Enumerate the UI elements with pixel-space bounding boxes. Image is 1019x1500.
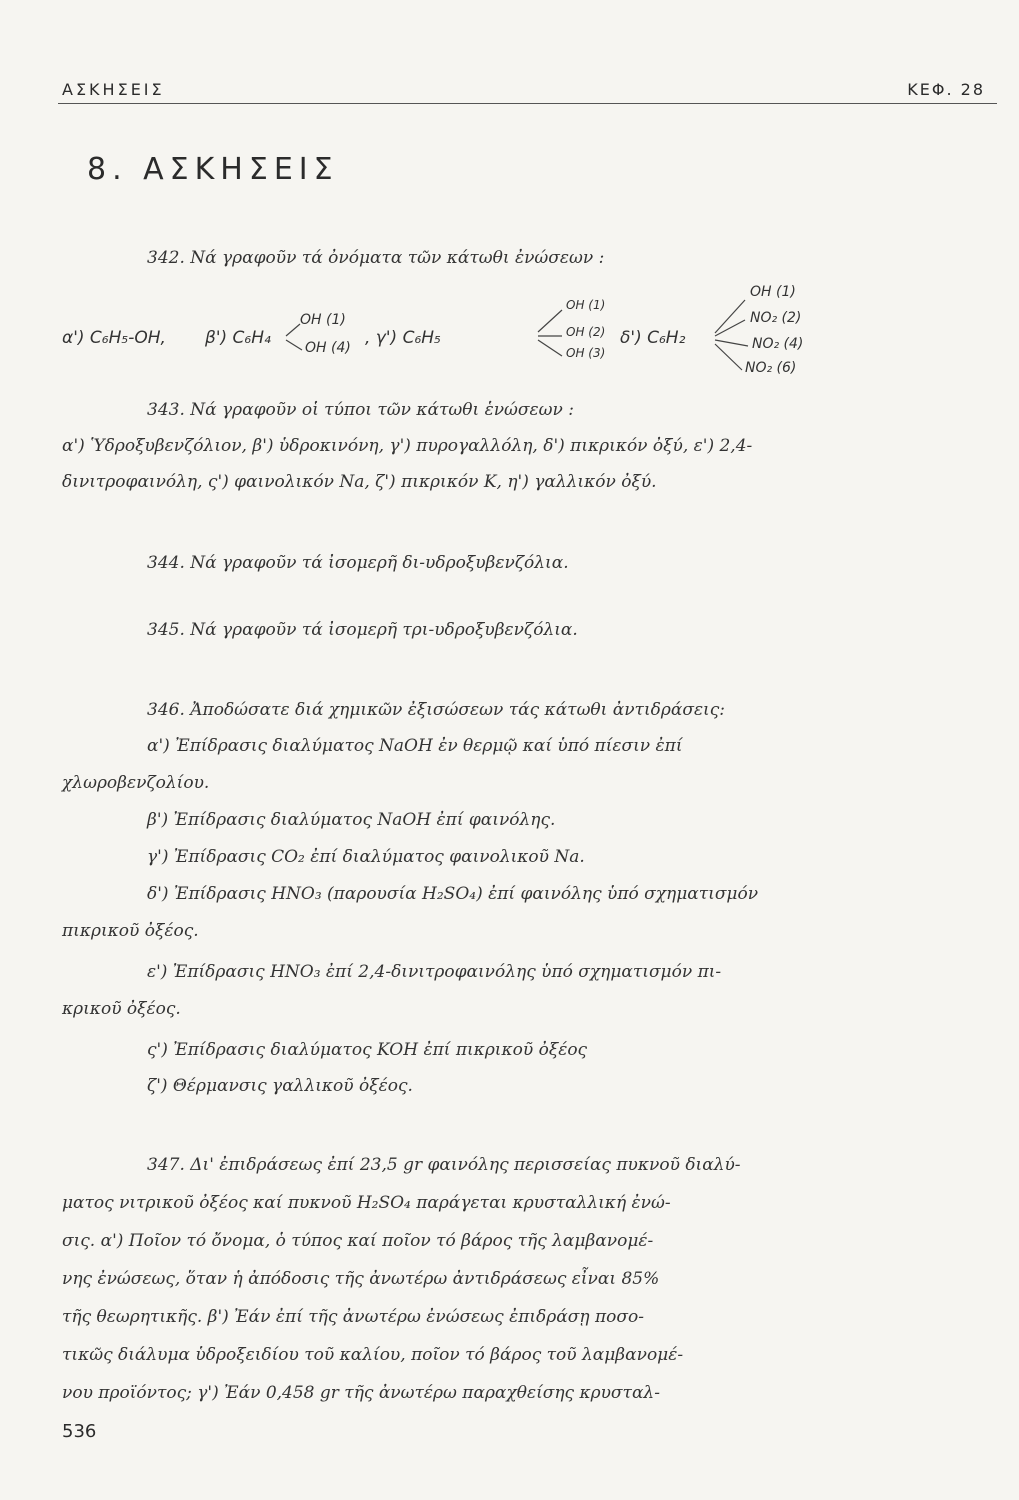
section-title: 8. ΑΣΚΗΣΕΙΣ	[87, 152, 339, 187]
exercise-343-line: δινιτροφαινόλη, ς') φαινολικόν Na, ζ') πικρικόν K, η') γαλλικόν ὀξύ.	[62, 472, 657, 492]
exercise-346-intro: 346. Ἀποδώσατε διά χημικῶν ἐξισώσεων τάς κάτωθι ἀντιδράσεις:	[147, 700, 725, 720]
exercise-347-line: τῆς θεωρητικῆς. β') Ἐάν ἐπί τῆς ἀνωτέρω ἐνώσεως ἐπιδράσῃ ποσο-	[62, 1307, 644, 1327]
formula-a: α') C₆H₅-OH,	[62, 328, 166, 348]
exercise-343-line: α') Ὑδροξυβενζόλιον, β') ὑδροκινόνη, γ') πυρογαλλόλη, δ') πικρικόν ὀξύ, ε') 2,4-	[62, 436, 753, 456]
header-rule	[58, 103, 997, 104]
exercise-346-item: γ') Ἐπίδρασις CO₂ ἐπί διαλύματος φαινολικοῦ Na.	[147, 847, 585, 867]
formula-c-core: , γ') C₆H₅	[365, 328, 441, 348]
formula-d-sub3: NO₂ (4)	[752, 336, 804, 352]
exercise-346-item: ς') Ἐπίδρασις διαλύματος KOH ἐπί πικρικοῦ ὀξέος	[147, 1040, 588, 1060]
exercise-344: 344. Νά γραφοῦν τά ἰσομερῆ δι-υδροξυβενζόλια.	[147, 553, 569, 573]
exercise-346-item: ε') Ἐπίδρασις HNO₃ ἐπί 2,4-δινιτροφαινόλης ὑπό σχηματισμόν πι-	[147, 962, 722, 982]
exercise-346-item: δ') Ἐπίδρασις HNO₃ (παρουσία H₂SO₄) ἐπί φαινόλης ὑπό σχηματισμόν	[147, 884, 759, 904]
exercise-347-line: σις. α') Ποῖον τό ὄνομα, ὁ τύπος καί ποῖον τό βάρος τῆς λαμβανομέ-	[62, 1231, 654, 1251]
formula-d-sub1: OH (1)	[750, 284, 796, 300]
exercise-347-line: νου προϊόντος; γ') Ἐάν 0,458 gr τῆς ἀνωτέρω παραχθείσης κρυσταλ-	[62, 1383, 660, 1403]
formula-b-sub2: OH (4)	[305, 340, 351, 356]
exercise-347-line: ματος νιτρικοῦ ὀξέος καί πυκνοῦ H₂SO₄ παράγεται κρυσταλλική ἐνώ-	[62, 1193, 671, 1213]
formula-b-core: β') C₆H₄	[205, 328, 271, 348]
exercise-343-intro: 343. Νά γραφοῦν οἱ τύποι τῶν κάτωθι ἑνώσεων :	[147, 400, 574, 420]
exercise-346-item: πικρικοῦ ὀξέος.	[62, 921, 199, 941]
formula-d-sub4: NO₂ (6)	[745, 360, 797, 376]
exercise-345: 345. Νά γραφοῦν τά ἰσομερῆ τρι-υδροξυβενζόλια.	[147, 620, 578, 640]
formula-c-sub2: OH (2)	[566, 325, 606, 339]
formula-c-sub1: OH (1)	[566, 298, 606, 312]
formula-b-sub1: OH (1)	[300, 312, 346, 328]
formula-d-sub2: NO₂ (2)	[750, 310, 802, 326]
exercise-346-item: ζ') Θέρμανσις γαλλικοῦ ὀξέος.	[147, 1076, 413, 1096]
formula-d-core: δ') C₆H₂	[620, 328, 686, 348]
running-header-right: ΚΕΦ. 28	[907, 80, 985, 99]
exercise-346-item: β') Ἐπίδρασις διαλύματος NaOH ἐπί φαινόλης.	[147, 810, 556, 830]
exercise-346-item: χλωροβενζολίου.	[62, 773, 210, 793]
running-header-left: ΑΣΚΗΣΕΙΣ	[62, 80, 165, 99]
exercise-346-item: κρικοῦ ὀξέος.	[62, 999, 181, 1019]
exercise-347-line: νης ἐνώσεως, ὅταν ἡ ἀπόδοσις τῆς ἀνωτέρω ἀντιδράσεως εἶναι 85%	[62, 1269, 660, 1289]
page-number: 536	[62, 1421, 97, 1442]
exercise-347-line: 347. Δι' ἐπιδράσεως ἐπί 23,5 gr φαινόλης περισσείας πυκνοῦ διαλύ-	[147, 1155, 741, 1175]
exercise-342-intro: 342. Νά γραφοῦν τά ὀνόματα τῶν κάτωθι ἐνώσεων :	[147, 248, 605, 268]
formula-c-sub3: OH (3)	[566, 346, 606, 360]
exercise-346-item: α') Ἐπίδρασις διαλύματος NaOH ἐν θερμῷ καί ὑπό πίεσιν ἐπί	[147, 736, 683, 756]
exercise-347-line: τικῶς διάλυμα ὑδροξειδίου τοῦ καλίου, ποῖον τό βάρος τοῦ λαμβανομέ-	[62, 1345, 684, 1365]
